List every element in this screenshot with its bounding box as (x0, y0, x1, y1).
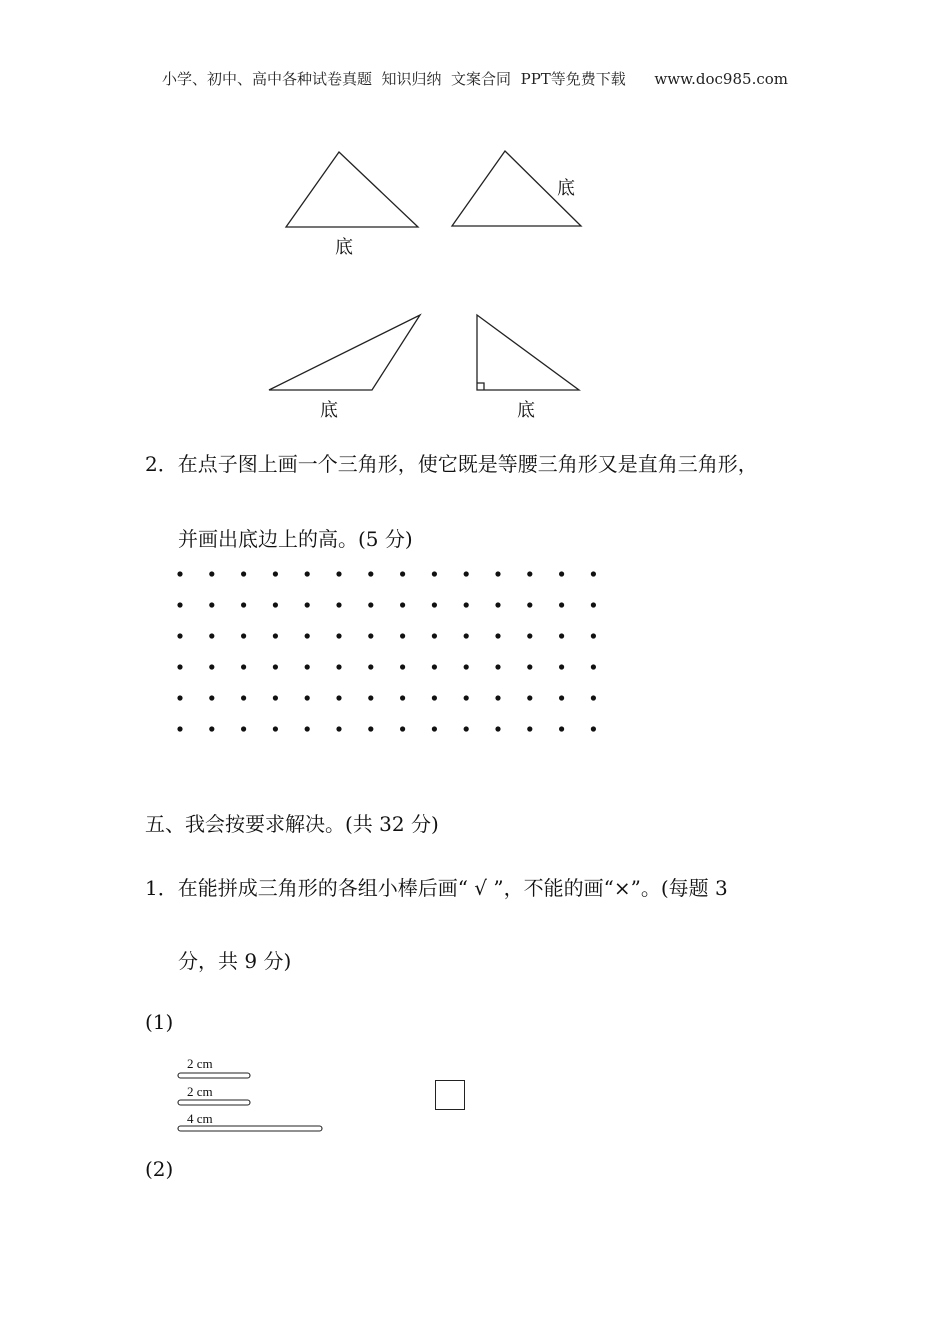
stick-3-length: 4 cm (187, 1111, 213, 1126)
base-label-2: 底 (557, 178, 575, 199)
section5-title: 五、我会按要求解决。(共 32 分) (145, 812, 439, 836)
base-label-1: 底 (335, 237, 353, 258)
q2-text-line1: 2．在点子图上画一个三角形，使它既是等腰三角形又是直角三角形， (145, 452, 758, 476)
stick-1 (178, 1073, 250, 1078)
item-2-label: (2) (145, 1157, 174, 1181)
base-label-4: 底 (517, 400, 535, 421)
answer-box-item-1[interactable] (435, 1080, 465, 1110)
stick-1-length: 2 cm (187, 1056, 213, 1071)
q2-text-line2: 并画出底边上的高。(5 分) (178, 527, 413, 551)
stick-2-length: 2 cm (187, 1084, 213, 1099)
stick-3 (178, 1126, 322, 1131)
page-header: 小学、初中、高中各种试卷真题 知识归纳 文案合同 PPT等免费下载 www.doc985.com (161, 70, 788, 88)
section5-q1-line1: 1．在能拼成三角形的各组小棒后画“ √ ”，不能的画“×”。(每题 3 (145, 876, 728, 900)
stick-2 (178, 1100, 250, 1105)
item-1-label: (1) (145, 1010, 174, 1034)
base-label-3: 底 (320, 400, 338, 421)
section5-q1-line2: 分，共 9 分) (178, 949, 292, 973)
